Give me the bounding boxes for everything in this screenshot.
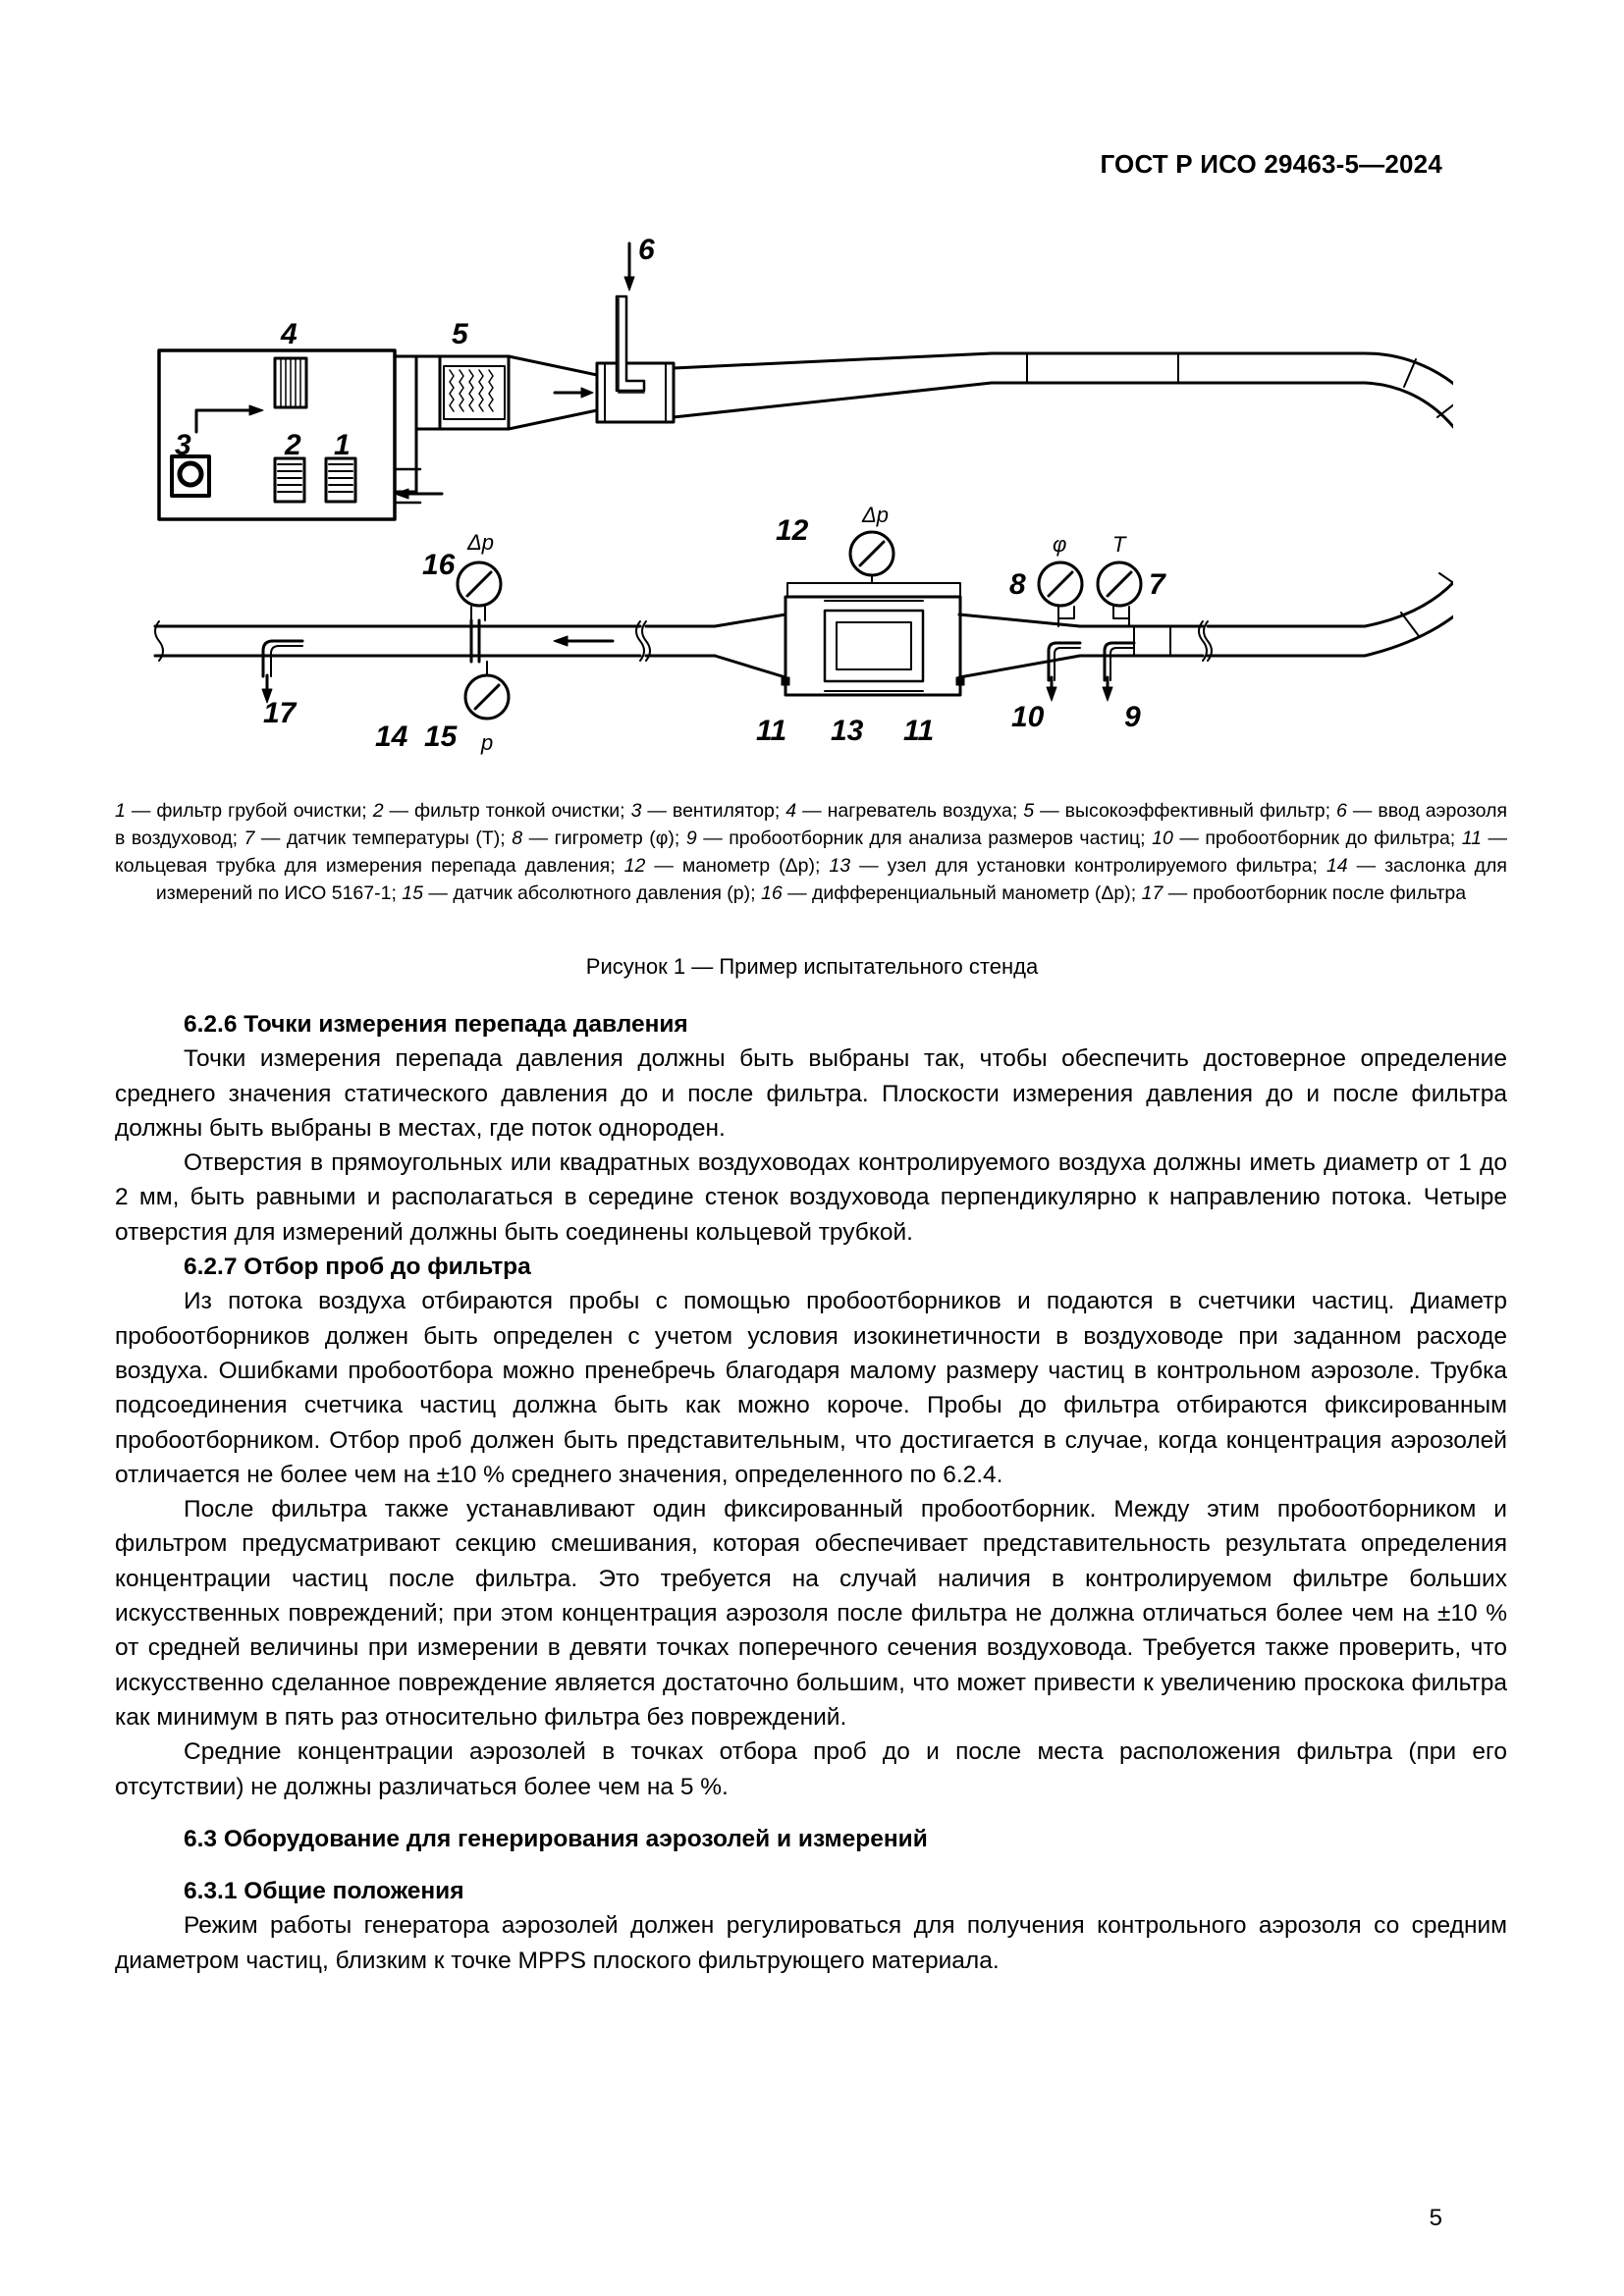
legend-item — [115, 800, 373, 822]
label-12: 12 — [776, 514, 809, 547]
section-heading: 6.2.7 Отбор проб до фильтра — [184, 1254, 531, 1281]
document-id: ГОСТ Р ИСО 29463-5—2024 — [1100, 149, 1442, 179]
label-7: 7 — [1149, 568, 1165, 601]
legend-text: — фильтр грубой очистки; — [125, 800, 373, 822]
label-11-right: 11 — [903, 715, 935, 747]
legend-text: — гигрометр (φ); — [522, 828, 686, 849]
legend-number: 4 — [785, 800, 797, 822]
legend-text: — фильтр тонкой очистки; — [383, 800, 631, 822]
symbol-phi: φ — [1053, 532, 1067, 557]
legend-number: 2 — [372, 800, 384, 822]
figure-caption: Рисунок 1 — Пример испытательного стенда — [585, 954, 1039, 979]
legend-item — [1142, 882, 1467, 904]
legend-item — [686, 828, 1152, 849]
label-2: 2 — [285, 429, 301, 461]
legend-item — [1152, 828, 1462, 849]
legend-number: 3 — [630, 800, 642, 822]
paragraph: Средние концентрации аэрозолей в точках отбора проб до и после места расположения фильтра (при его отсутствии) не должны различаться более чем на 5 %. — [115, 1738, 1507, 1800]
legend-text: — пробоотборник после фильтра — [1163, 882, 1467, 904]
legend-text: — датчик абсолютного давления (p); — [423, 882, 761, 904]
legend-text: — пробоотборник для анализа размеров частиц; — [696, 828, 1153, 849]
figure-legend — [115, 797, 1507, 907]
label-15: 15 — [424, 721, 458, 753]
legend-text: — ввод аэрозоля в воздуховод; — [115, 800, 1508, 849]
legend-number: 10 — [1152, 828, 1173, 849]
legend-text: — манометр (Δp); — [645, 855, 830, 877]
legend-item — [512, 828, 686, 849]
label-3: 3 — [175, 429, 191, 461]
paragraph: Из потока воздуха отбираются пробы с помощью пробоотборников и подаются в счетчики частиц. Диаметр пробоотборников должен быть определен с учетом условия изокинетичности в воздуховоде при заданном расходе воздуха. Ошибками пробоотбора можно пренебречь благодаря малому размеру частиц в контрольном аэрозоле. Трубка подсоединения счетчика частиц должна быть как можно короче. Пробы до фильтра отбираются фиксированным пробоотборником. Отбор проб должен быть представительным, что достигается в случае, когда концентрация аэрозолей отличается не более чем на ±10 % среднего значения, определенного по 6.2.4. — [115, 1288, 1507, 1488]
duct-bend — [1365, 353, 1453, 656]
legend-text: — датчик температуры (T); — [254, 828, 513, 849]
paragraph: Режим работы генератора аэрозолей должен регулироваться для получения контрольного аэрозоля со средним диаметром частиц, близким к точке MPPS плоского фильтрующего материала. — [115, 1912, 1507, 1974]
test-rig-diagram — [147, 216, 1453, 766]
legend-item — [785, 800, 1023, 822]
legend-text: — нагреватель воздуха; — [796, 800, 1024, 822]
legend-number: 7 — [244, 828, 255, 849]
legend-text: — узел для установки контролируемого фильтра; — [850, 855, 1326, 877]
label-17: 17 — [263, 697, 297, 729]
page-number: 5 — [1429, 2205, 1442, 2231]
label-10: 10 — [1011, 701, 1045, 733]
section-heading: 6.2.6 Точки измерения перепада давления — [184, 1011, 688, 1038]
symbol-t: T — [1112, 532, 1126, 557]
paragraph: После фильтра также устанавливают один фиксированный пробоотборник. Между этим пробоотборником и фильтром предусматривают секцию смешивания, которая обеспечивает представительность результата определения концентрации частиц после фильтра. Это требуется на случай наличия в контролируемом фильтре больших искусственных повреждений; при этом концентрация аэрозоля после фильтра не должна отличаться более чем на ±10 % от средней величины при измерении в девяти точках поперечного сечения воздуховода. Требуется также проверить, что искусственно сделанное повреждение является достаточно большим, что может привести к увеличению проскока фильтра как минимум в пять раз относительно фильтра без повреждений. — [115, 1496, 1507, 1731]
label-16: 16 — [422, 549, 456, 581]
label-13: 13 — [831, 715, 864, 747]
legend-item — [829, 855, 1326, 877]
legend-number: 15 — [402, 882, 423, 904]
legend-number: 11 — [1461, 828, 1482, 849]
symbol-dp-12: Δp — [862, 503, 889, 527]
legend-number: 14 — [1326, 855, 1348, 877]
symbol-p-15: p — [481, 730, 494, 755]
legend-number: 12 — [623, 855, 646, 877]
legend-text: — вентилятор; — [641, 800, 786, 822]
label-14: 14 — [375, 721, 408, 753]
legend-item — [631, 800, 786, 822]
legend-number: 9 — [685, 828, 697, 849]
legend-item — [761, 882, 1142, 904]
legend-item — [402, 882, 761, 904]
paragraph: Точки измерения перепада давления должны быть выбраны так, чтобы обеспечить достоверное определение среднего значения статического давления до и после фильтра. Плоскости измерения давления до и после фильтра должны быть выбраны в местах, где поток однороден. — [115, 1045, 1507, 1142]
legend-number: 17 — [1141, 882, 1164, 904]
body-text — [115, 1007, 1507, 1978]
legend-text: — заслонка для измерений по ИСО 5167-1; — [155, 855, 1507, 904]
label-4: 4 — [281, 318, 298, 350]
symbol-dp-16: Δp — [467, 530, 494, 555]
paragraph: Отверстия в прямоугольных или квадратных воздуховодах контролируемого воздуха должны иметь диаметр от 1 до 2 мм, быть равными и располагаться в середине стенок воздуховода перпендикулярно к направлению потока. Четыре отверстия для измерений должны быть соединены кольцевой трубкой. — [115, 1149, 1507, 1246]
legend-item — [624, 855, 830, 877]
legend-number: 1 — [115, 800, 126, 822]
legend-item — [244, 828, 513, 849]
legend-item — [1023, 800, 1336, 822]
legend-text: — дифференциальный манометр (Δp); — [782, 882, 1142, 904]
label-11-left: 11 — [756, 715, 787, 747]
legend-number: 6 — [1336, 800, 1347, 822]
section-heading: 6.3.1 Общие положения — [184, 1878, 464, 1905]
legend-number: 8 — [512, 828, 523, 849]
legend-text: — кольцевая трубка для измерения перепада давления; — [115, 828, 1507, 877]
legend-item — [373, 800, 631, 822]
legend-number: 13 — [829, 855, 851, 877]
label-5: 5 — [452, 318, 468, 350]
label-1: 1 — [334, 429, 351, 461]
legend-number: 5 — [1023, 800, 1035, 822]
section-heading: 6.3 Оборудование для генерирования аэрозолей и измерений — [184, 1825, 928, 1852]
legend-text: — пробоотборник до фильтра; — [1172, 828, 1462, 849]
label-8: 8 — [1009, 568, 1026, 601]
legend-number: 16 — [760, 882, 783, 904]
legend-text: — высокоэффективный фильтр; — [1034, 800, 1337, 822]
label-9: 9 — [1124, 701, 1141, 733]
label-6: 6 — [638, 234, 655, 266]
